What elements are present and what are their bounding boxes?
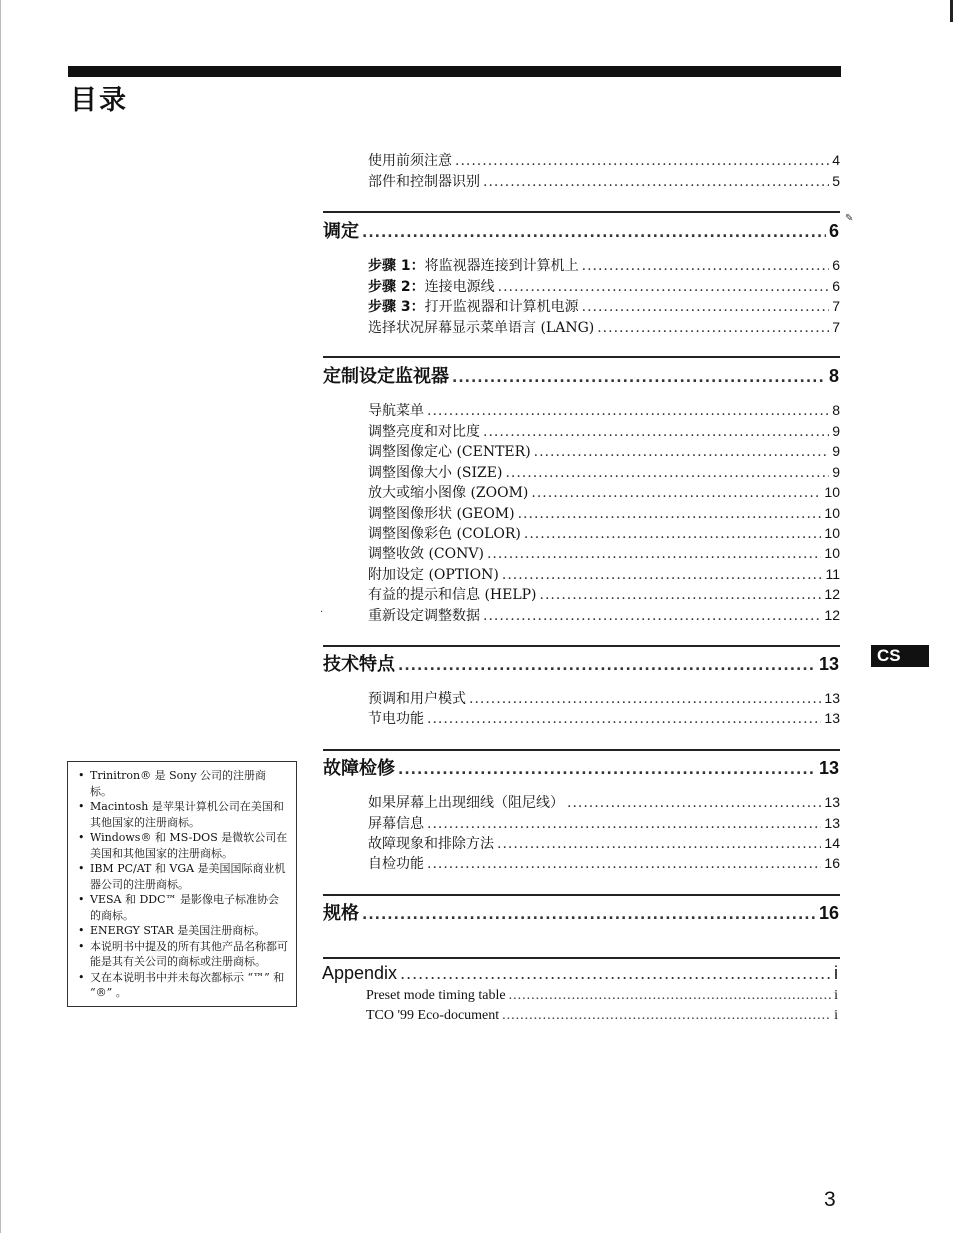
toc-entry-page: 6 (832, 278, 840, 294)
toc-section-page: 16 (818, 903, 839, 923)
toc-entry[interactable] (368, 523, 840, 543)
toc-entry-label: 导航菜单 (368, 403, 424, 419)
toc-entry[interactable] (368, 171, 840, 191)
toc-entry[interactable] (368, 441, 840, 461)
toc-entry-label: 放大或缩小图像 (ZOOM) (368, 485, 529, 501)
toc-entry-label: 屏幕信息 (368, 816, 424, 832)
leader-dots (597, 320, 829, 336)
page-title: 目录 (70, 85, 128, 116)
toc-entry[interactable] (368, 400, 840, 420)
toc-section-title: 调定 (323, 221, 359, 242)
toc-entry-page: 9 (832, 443, 840, 459)
section-divider (323, 749, 840, 751)
trademark-list (76, 768, 288, 1001)
step-prefix: 步骤 1： (368, 258, 425, 274)
toc-entry-page: 8 (832, 402, 840, 418)
toc-entry[interactable] (368, 317, 840, 337)
toc-section[interactable] (323, 650, 839, 676)
toc-entry[interactable] (368, 833, 840, 853)
toc-section-title: 定制设定监视器 (323, 366, 449, 387)
leader-dots (497, 836, 821, 852)
scan-mark: · (320, 607, 324, 618)
page-number: 3 (824, 1188, 836, 1211)
leader-dots (502, 1008, 831, 1024)
toc-entry[interactable] (368, 296, 840, 316)
leader-dots (540, 587, 822, 603)
toc-entry[interactable] (368, 421, 840, 441)
step-label: 连接电源线 (424, 279, 495, 295)
trademark-note: • VESA 和 DDC™ 是影像电子标准协会的商标。 (76, 892, 288, 923)
trademark-note: • Macintosh 是苹果计算机公司在美国和其他国家的注册商标。 (76, 799, 288, 830)
toc-entry-label: 调整图像彩色 (COLOR) (368, 526, 521, 542)
leader-dots (505, 465, 829, 481)
step-prefix: 步骤 2： (368, 279, 425, 295)
leader-dots (362, 225, 826, 241)
toc-entry[interactable] (366, 988, 838, 1004)
trademark-note: • 又在本说明书中并未每次都标示 “™” 和 “®” 。 (76, 970, 288, 1001)
language-tab: CS (871, 645, 929, 667)
toc-entry-label: 自检功能 (368, 856, 424, 872)
toc-entry-label: TCO '99 Eco-document (366, 1008, 500, 1023)
toc-section-page: 8 (828, 366, 839, 386)
toc-entry-label: 部件和控制器识别 (368, 174, 480, 190)
toc-entry-page: i (834, 1008, 838, 1023)
toc-entry-label: Preset mode timing table (366, 988, 506, 1003)
header-bar (68, 66, 841, 77)
toc-section-page: 13 (818, 654, 839, 674)
toc-appendix[interactable] (322, 963, 838, 984)
toc-entry-label (368, 255, 579, 275)
page-edge-right (950, 0, 953, 22)
leader-dots (452, 370, 826, 386)
leader-dots (582, 299, 830, 315)
toc-entry-page: i (834, 988, 838, 1003)
toc-appendix-title: Appendix (322, 963, 398, 983)
leader-dots (362, 907, 816, 923)
page-edge-left (0, 0, 1, 1233)
toc-entry-page: 9 (832, 423, 840, 439)
toc-appendix-page: i (834, 963, 838, 983)
leader-dots (524, 526, 822, 542)
leader-dots (582, 258, 830, 274)
leader-dots (483, 424, 829, 440)
toc-entry[interactable] (368, 708, 840, 728)
toc-entry-label (368, 296, 579, 316)
toc-entry-label: 调整亮度和对比度 (368, 424, 480, 440)
toc-entry-page: 13 (824, 710, 840, 726)
toc-section-page: 6 (828, 221, 839, 241)
toc-entry-page: 10 (824, 484, 840, 500)
toc-section-title: 规格 (323, 903, 359, 924)
toc-entry-page: 7 (832, 319, 840, 335)
toc-entry-page: 16 (824, 855, 840, 871)
toc-entry[interactable] (368, 482, 840, 502)
toc-section-title: 故障检修 (323, 758, 395, 779)
toc-entry[interactable] (368, 813, 840, 833)
toc-entry-page: 10 (824, 505, 840, 521)
toc-entry-page: 12 (824, 607, 840, 623)
toc-entry-page: 14 (824, 835, 840, 851)
toc-entry[interactable] (368, 584, 840, 604)
toc-entry-page: 6 (832, 257, 840, 273)
trademark-note: • IBM PC/AT 和 VGA 是美国国际商业机器公司的注册商标。 (76, 861, 288, 892)
leader-dots (469, 691, 821, 707)
toc-entry-page: 10 (824, 525, 840, 541)
toc-section[interactable] (323, 362, 839, 388)
section-divider (323, 645, 840, 647)
leader-dots (567, 795, 821, 811)
toc-entry[interactable] (368, 605, 840, 625)
toc-section-page: 13 (818, 758, 839, 778)
toc-entry[interactable] (368, 543, 840, 563)
toc-entry[interactable] (368, 564, 840, 584)
toc-entry-page: 9 (832, 464, 840, 480)
leader-dots (427, 816, 821, 832)
trademark-note: • 本说明书中提及的所有其他产品名称都可能是其有关公司的商标或注册商标。 (76, 939, 288, 970)
toc-entry-page: 12 (824, 586, 840, 602)
toc-entry-page: 13 (824, 690, 840, 706)
toc-entry-label: 调整图像定心 (CENTER) (368, 444, 531, 460)
toc-entry-label: 使用前须注意 (368, 153, 452, 169)
step-prefix: 步骤 3： (368, 299, 425, 315)
toc-section-title: 技术特点 (323, 654, 395, 675)
toc-entry[interactable] (368, 276, 840, 296)
toc-entry[interactable] (368, 853, 840, 873)
toc-section[interactable] (323, 899, 839, 925)
toc-entry-label: 调整图像大小 (SIZE) (368, 465, 503, 481)
toc-entry-page: 7 (832, 298, 840, 314)
section-divider (323, 894, 840, 896)
toc-entry-page: 5 (832, 173, 840, 189)
toc-entry-label: 节电功能 (368, 711, 424, 727)
toc-entry-label (368, 276, 495, 296)
toc-entry[interactable] (368, 255, 840, 275)
trademark-note: • Trinitron® 是 Sony 公司的注册商标。 (76, 768, 288, 799)
toc-entry-label: 调整图像形状 (GEOM) (368, 506, 515, 522)
toc-entry[interactable] (366, 1008, 838, 1024)
leader-dots (398, 658, 816, 674)
toc-section[interactable] (323, 754, 839, 780)
leader-dots (498, 279, 830, 295)
toc-entry[interactable] (368, 792, 840, 812)
leader-dots (398, 762, 816, 778)
leader-dots (427, 403, 829, 419)
leader-dots (502, 567, 823, 583)
leader-dots (483, 608, 821, 624)
leader-dots (534, 444, 830, 460)
toc-entry[interactable] (368, 462, 840, 482)
leader-dots (483, 174, 829, 190)
leader-dots (518, 506, 822, 522)
section-divider (323, 957, 840, 959)
toc-entry[interactable] (368, 150, 840, 170)
toc-entry-label: 附加设定 (OPTION) (368, 567, 499, 583)
toc-entry-label: 如果屏幕上出现细线（阻尼线） (368, 795, 564, 811)
toc-entry-label: 重新设定调整数据 (368, 608, 480, 624)
toc-entry[interactable] (368, 688, 840, 708)
scan-mark: ✎ (845, 213, 854, 224)
toc-entry-label: 有益的提示和信息 (HELP) (368, 587, 537, 603)
leader-dots (487, 546, 821, 562)
step-label: 将监视器连接到计算机上 (424, 258, 579, 274)
leader-dots (455, 153, 829, 169)
section-divider (323, 356, 840, 358)
toc-entry-label: 预调和用户模式 (368, 691, 466, 707)
toc-entry-page: 11 (825, 566, 840, 582)
leader-dots (427, 711, 821, 727)
toc-entry-label: 故障现象和排除方法 (368, 836, 494, 852)
trademark-notes-box (67, 761, 297, 1007)
toc-entry-page: 10 (824, 545, 840, 561)
leader-dots (400, 963, 831, 984)
toc-section[interactable] (323, 217, 839, 243)
section-divider (323, 211, 840, 213)
trademark-note: • Windows® 和 MS-DOS 是微软公司在美国和其他国家的注册商标。 (76, 830, 288, 861)
toc-entry[interactable] (368, 503, 840, 523)
leader-dots (509, 988, 832, 1004)
toc-entry-page: 13 (824, 794, 840, 810)
leader-dots (531, 485, 821, 501)
toc-entry-page: 4 (832, 152, 840, 168)
leader-dots (427, 856, 821, 872)
step-label: 打开监视器和计算机电源 (424, 299, 579, 315)
toc-entry-label: 选择状况屏幕显示菜单语言 (LANG) (368, 320, 595, 336)
toc-entry-label: 调整收敛 (CONV) (368, 546, 484, 562)
trademark-note: • ENERGY STAR 是美国注册商标。 (76, 923, 288, 939)
toc-entry-page: 13 (824, 815, 840, 831)
